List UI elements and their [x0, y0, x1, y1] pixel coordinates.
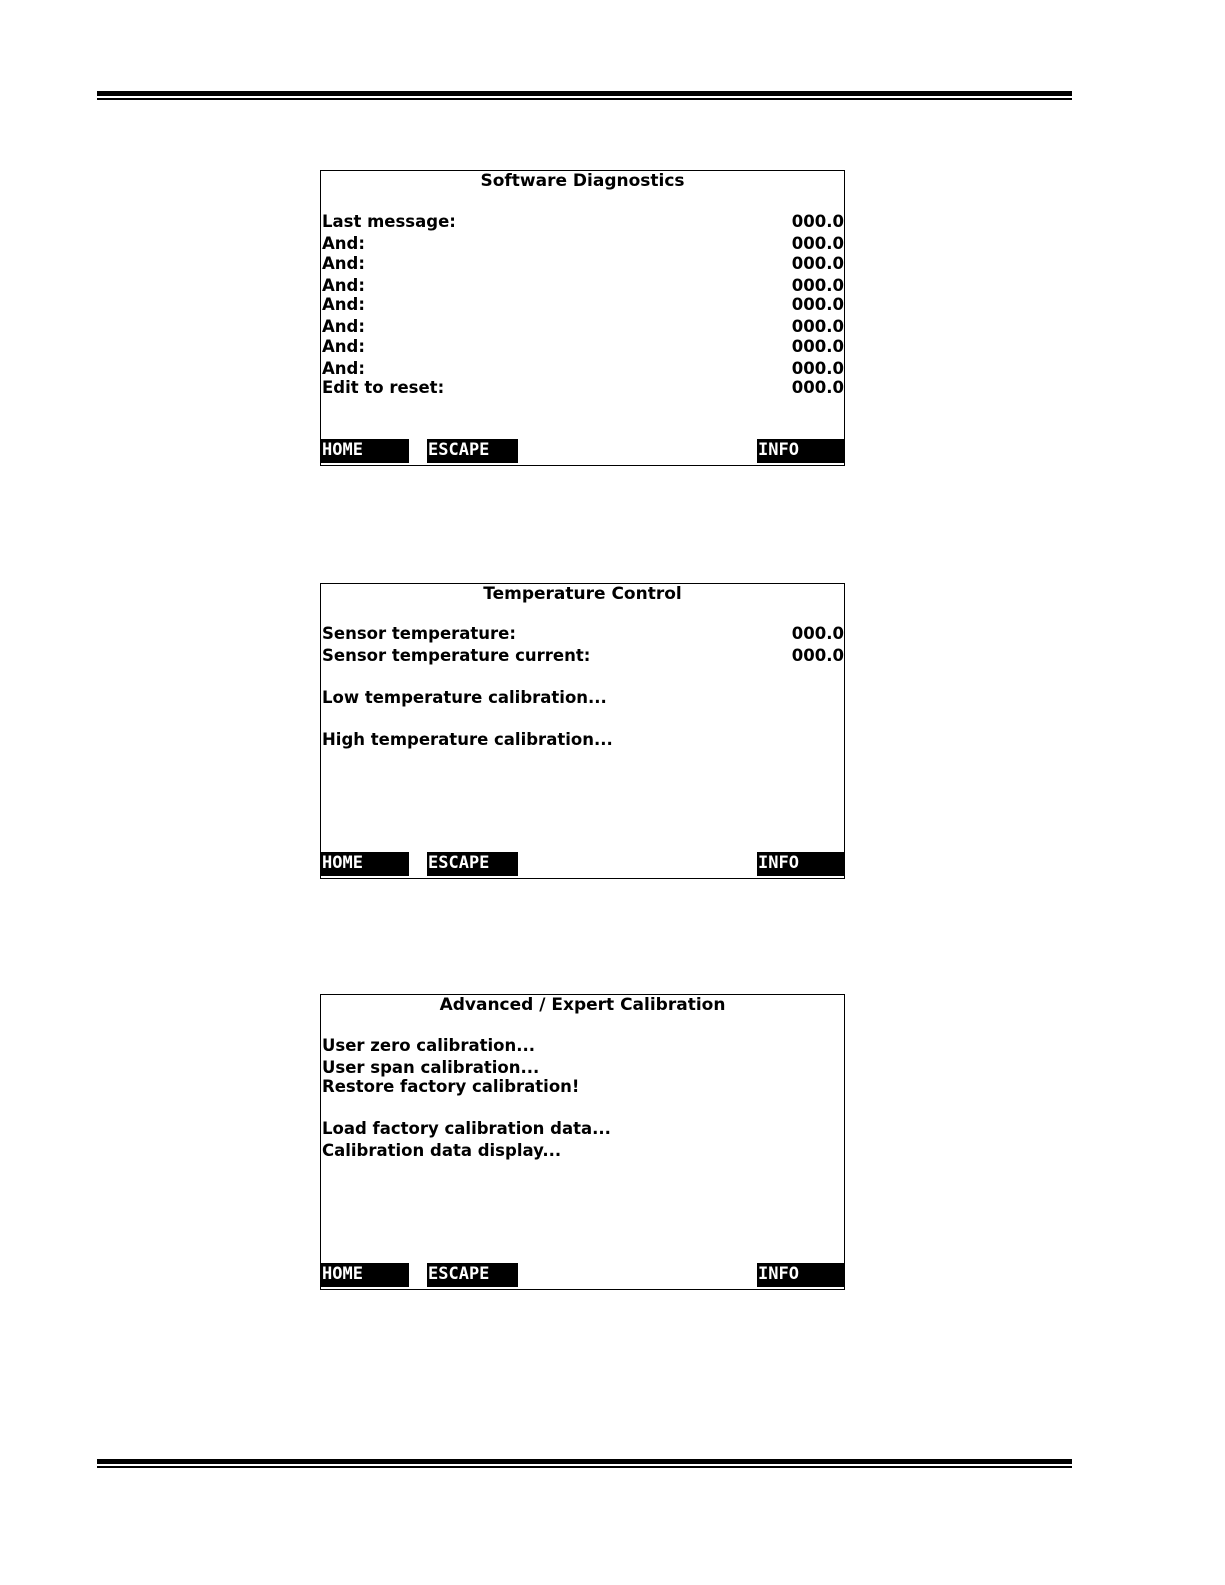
- row-label: And:: [322, 276, 365, 295]
- menu-row-high-temperature-calibration[interactable]: [322, 730, 844, 750]
- menu-row-and-4[interactable]: [322, 295, 844, 315]
- screen-title: Advanced / Expert Calibration: [439, 995, 726, 1015]
- menu-row-sensor-temperature[interactable]: [322, 624, 844, 644]
- row-label: Edit to reset:: [322, 378, 445, 397]
- menu-row-and-3[interactable]: [322, 276, 844, 296]
- row-label: Load factory calibration data...: [322, 1119, 611, 1138]
- home-softkey[interactable]: HOME: [321, 439, 409, 463]
- row-value: 000.0: [791, 378, 844, 397]
- row-value: 000.0: [791, 234, 844, 253]
- menu-row-and-7[interactable]: [322, 359, 844, 379]
- escape-softkey[interactable]: ESCAPE: [427, 1263, 518, 1287]
- row-label: Last message:: [322, 212, 456, 231]
- escape-softkey[interactable]: ESCAPE: [427, 852, 518, 876]
- info-softkey[interactable]: INFO: [757, 439, 844, 463]
- menu-row-and-6[interactable]: [322, 337, 844, 357]
- bottom-rule: [97, 1459, 1072, 1468]
- row-label: And:: [322, 317, 365, 336]
- menu-row-user-zero-calibration[interactable]: [322, 1036, 844, 1056]
- menu-row-user-span-calibration[interactable]: [322, 1058, 844, 1078]
- menu-row-low-temperature-calibration[interactable]: [322, 688, 844, 708]
- row-label: And:: [322, 254, 365, 273]
- row-value: 000.0: [791, 317, 844, 336]
- row-label: Calibration data display...: [322, 1141, 562, 1160]
- row-value: 000.0: [791, 295, 844, 314]
- menu-row-and-2[interactable]: [322, 254, 844, 274]
- row-label: Sensor temperature current:: [322, 646, 591, 665]
- screen-title: Software Diagnostics: [480, 171, 685, 191]
- info-softkey[interactable]: INFO: [757, 1263, 844, 1287]
- menu-row-load-factory-calibration-data[interactable]: [322, 1119, 844, 1139]
- software-diagnostics-screen: [320, 170, 845, 466]
- menu-row-last-message[interactable]: [322, 212, 844, 232]
- info-softkey[interactable]: INFO: [757, 852, 844, 876]
- row-label: And:: [322, 295, 365, 314]
- row-value: 000.0: [791, 624, 844, 643]
- row-label: And:: [322, 337, 365, 356]
- escape-softkey[interactable]: ESCAPE: [427, 439, 518, 463]
- row-value: 000.0: [791, 337, 844, 356]
- row-label: Sensor temperature:: [322, 624, 516, 643]
- menu-row-and-5[interactable]: [322, 317, 844, 337]
- menu-row-edit-to-reset[interactable]: [322, 378, 844, 398]
- row-label: User zero calibration...: [322, 1036, 536, 1055]
- row-value: 000.0: [791, 212, 844, 231]
- menu-row-and-1[interactable]: [322, 234, 844, 254]
- top-rule: [97, 91, 1072, 100]
- home-softkey[interactable]: HOME: [321, 1263, 409, 1287]
- menu-row-calibration-data-display[interactable]: [322, 1141, 844, 1161]
- row-label: High temperature calibration...: [322, 730, 613, 749]
- row-value: 000.0: [791, 359, 844, 378]
- row-value: 000.0: [791, 276, 844, 295]
- row-label: User span calibration...: [322, 1058, 540, 1077]
- advanced-expert-calibration-screen: [320, 994, 845, 1290]
- row-label: Restore factory calibration!: [322, 1077, 580, 1096]
- row-value: 000.0: [791, 254, 844, 273]
- menu-row-restore-factory-calibration[interactable]: [322, 1077, 844, 1097]
- temperature-control-screen: [320, 583, 845, 879]
- row-value: 000.0: [791, 646, 844, 665]
- row-label: And:: [322, 234, 365, 253]
- screen-title: Temperature Control: [483, 584, 682, 604]
- row-label: Low temperature calibration...: [322, 688, 607, 707]
- row-label: And:: [322, 359, 365, 378]
- menu-row-sensor-temperature-current[interactable]: [322, 646, 844, 666]
- home-softkey[interactable]: HOME: [321, 852, 409, 876]
